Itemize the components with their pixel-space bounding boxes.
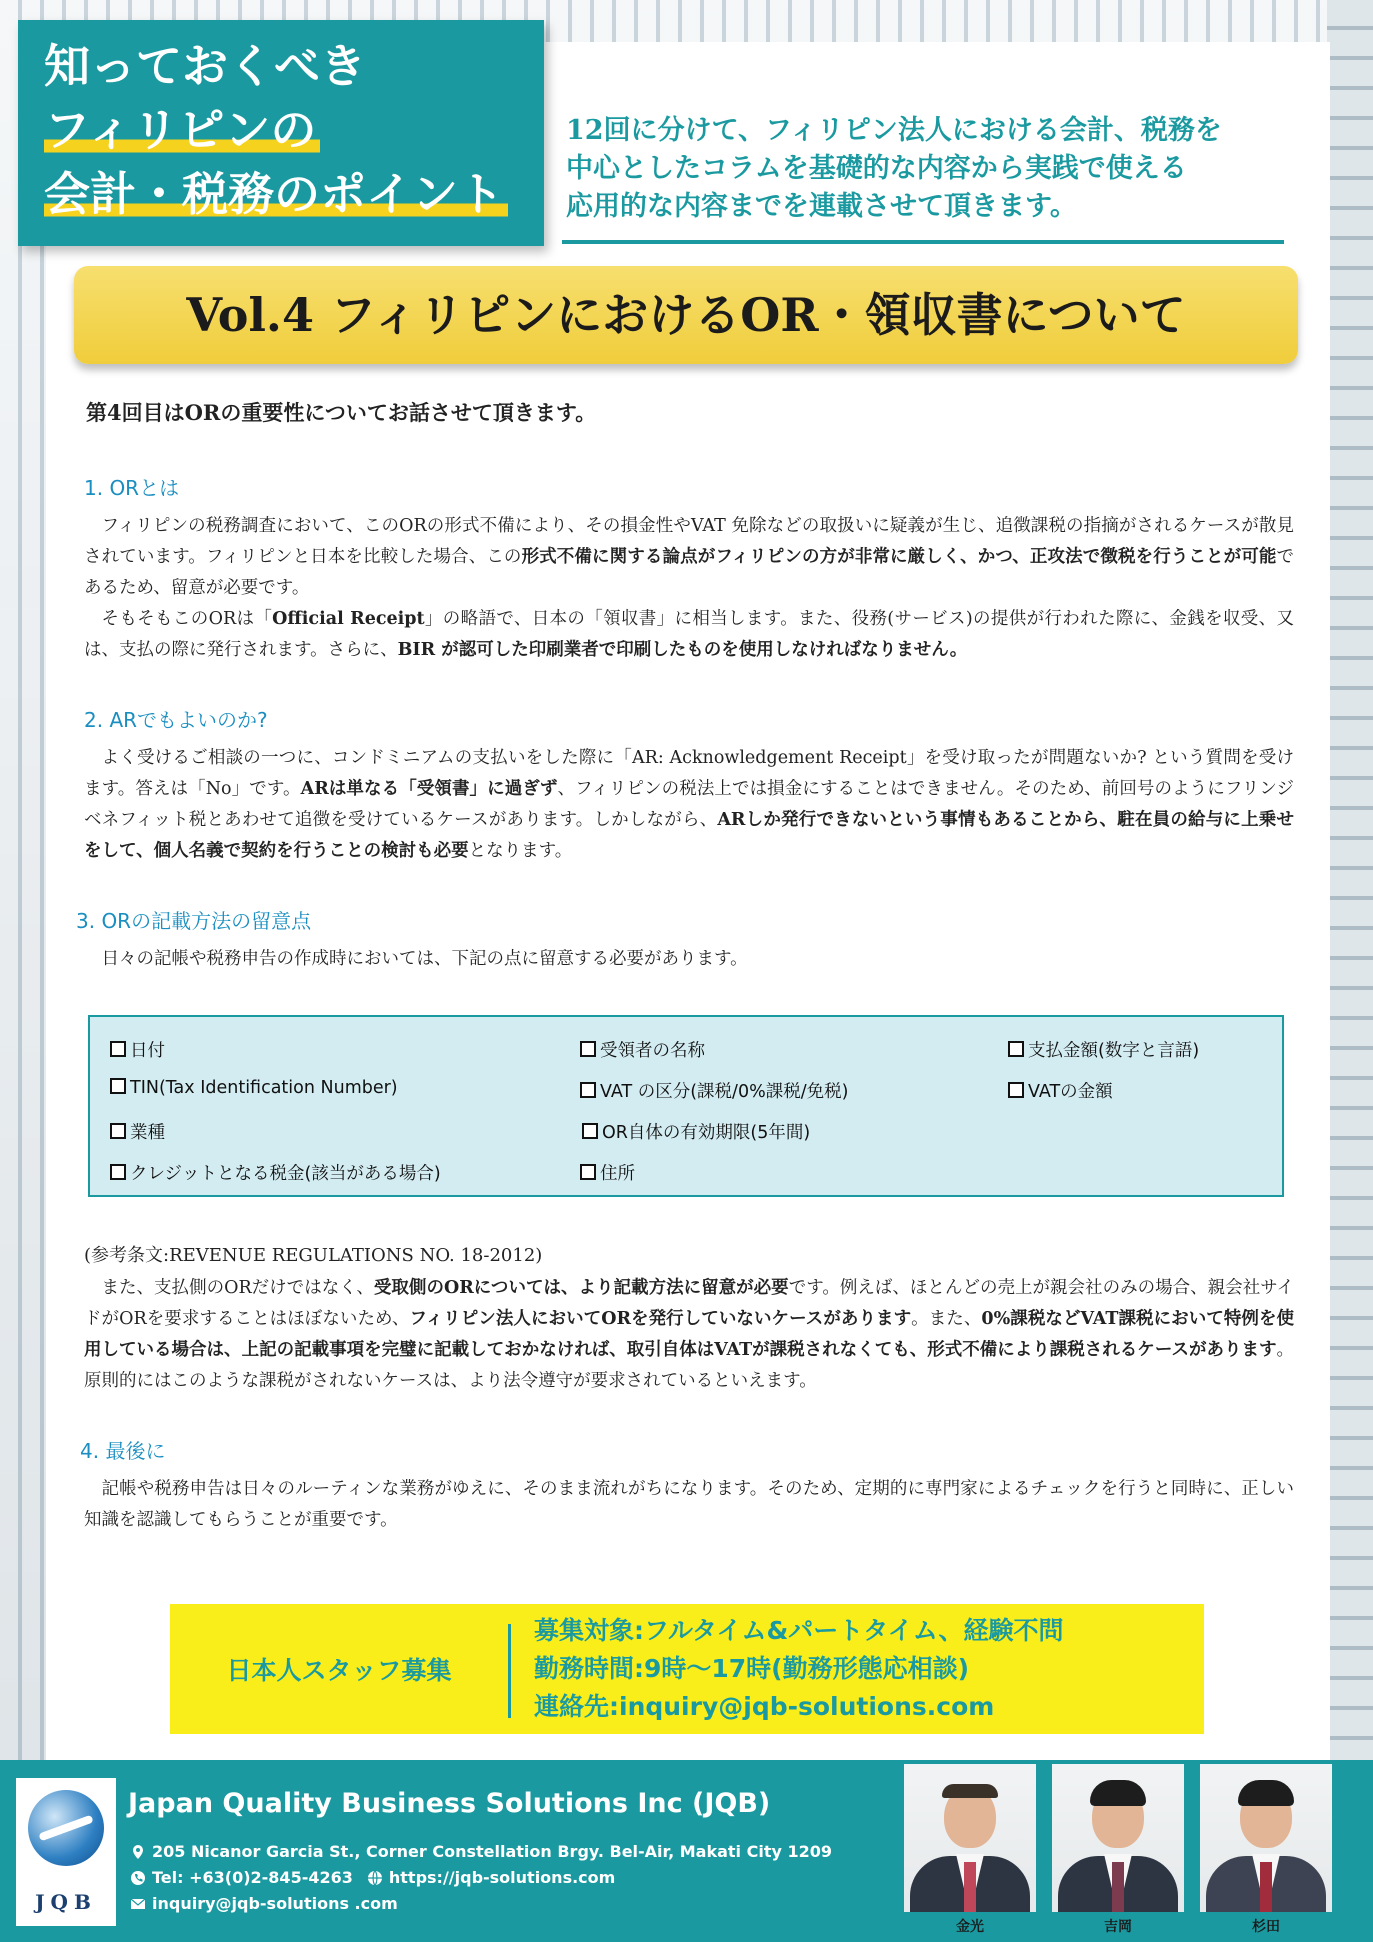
article-lead: 第4回目はORの重要性についてお話させて頂きます。 [86,400,597,425]
checklist-item: OR自体の有効期限(5年間) [582,1119,810,1144]
recruit-divider [508,1624,511,1718]
or-checklist [88,1015,1284,1197]
location-pin-icon [130,1844,146,1860]
company-footer [0,1760,1373,1942]
section-3-intro: 日々の記帳や税務申告の作成時においては、下記の点に留意する必要があります。 [101,949,748,969]
staff-name: 杉田 [1252,1919,1280,1935]
section-3-heading: 3. ORの記載方法の留意点 [76,909,312,933]
intro-line: 12回に分けて、フィリピン法人における会計、税務を [566,115,1222,146]
series-title-block [18,20,544,246]
section-2-heading: 2. ARでもよいのか? [84,708,268,732]
checklist-item: 業種 [110,1119,165,1144]
staff-photo-kanemitsu [904,1764,1036,1912]
checklist-item: VAT の区分(課税/0%課税/免税) [580,1078,848,1103]
recruit-label: 日本人スタッフ募集 [226,1656,452,1685]
staff-photo-yoshioka [1052,1764,1184,1912]
tel-text: Tel: +63(0)2-845-4263 [152,1868,353,1887]
checklist-item: VATの金額 [1008,1078,1113,1103]
checklist-item: 受領者の名称 [580,1037,705,1062]
staff-name: 吉岡 [1104,1919,1132,1935]
section-1-paragraph-2: そもそもこのORは「Official Receipt」の略語で、日本の「領収書」に相当します。また、役務(サービス)の提供が行われた際に、金銭を収受、又は、支払の際に発行されます。さらに、BIR が認可した印刷業者で印刷したものを使用しなければなりません。 [84,609,1294,660]
section-4-heading: 4. 最後に [80,1439,166,1463]
section-3-paragraph: また、支払側のORだけではなく、受取側のORについては、より記載方法に留意が必要です。例えば、ほとんどの売上が親会社のみの場合、親会社サイドがORを要求することはほぼないため、フィリピン法人においてORを発行していないケースがあります。また、0%課税などVAT課税において特例を使用している場合は、上記の記載事項を完璧に記載しておかなければ、取引自体はVATが課税されなくても、形式不備により課税されるケースがあります。原則的にはこのような課税がされないケースは、より法令遵守が要求されているといえます。 [84,1278,1295,1391]
background-building-edge [1327,0,1373,1760]
checklist-item: TIN(Tax Identification Number) [110,1078,398,1098]
mail-icon [130,1896,146,1912]
section-1-paragraph-1: フィリピンの税務調査において、このORの形式不備により、その損金性やVAT 免除などの取扱いに疑義が生じ、追徴課税の指摘がされるケースが散見されています。フィリピンと日本を比較した場合、この形式不備に関する論点がフィリピンの方が非常に厳しく、かつ、正攻法で徴税を行うことが可能であるため、留意が必要です。 [84,516,1295,598]
globe-web-icon [367,1870,383,1886]
globe-icon [28,1790,104,1866]
staff-name: 金光 [956,1919,984,1935]
website-link[interactable]: https://jqb-solutions.com [388,1868,616,1887]
recruit-banner [170,1604,1204,1734]
section-1-heading: 1. ORとは [84,476,180,500]
section-4-paragraph: 記帳や税務申告は日々のルーティンな業務がゆえに、そのまま流れがちになります。そのため、定期的に専門家によるチェックを行うと同時に、正しい知識を認識してもらうことが重要です。 [84,1479,1294,1530]
company-name: Japan Quality Business Solutions Inc (JQB) [128,1788,771,1819]
intro-line: 応用的な内容までを連載させて頂きます。 [566,191,1077,222]
checklist-item: 住所 [580,1160,635,1185]
reference-note: (参考条文:REVENUE REGULATIONS NO. 18-2012) [84,1245,543,1266]
recruit-target: 募集対象:フルタイム&パートタイム、経験不問 [534,1616,1064,1645]
staff-photo-sugita [1200,1764,1332,1912]
series-title-line-2: フィリピンの [44,98,544,162]
jqb-logo [16,1778,116,1926]
intro-divider [562,240,1284,244]
volume-title-banner: Vol.4 フィリピンにおけるOR・領収書について [74,266,1298,364]
section-2-paragraph: よく受けるご相談の一つに、コンドミニアムの支払いをした際に「AR: Acknowledgement Receipt」を受け取ったが問題ないか? という質問を受けます。答えは「No」です。ARは単なる「受領書」に過ぎず、フィリピンの税法上では損金にすることはできません。そのため、前回号のようにフリンジベネフィット税とあわせて追徴を受けているケースがあります。しかしながら、ARしか発行できないという事情もあることから、駐在員の給与に上乗せをして、個人名義で契約を行うことの検討も必要となります。 [84,748,1294,861]
recruit-hours: 勤務時間:9時〜17時(勤務形態応相談) [534,1654,970,1683]
intro-line: 中心としたコラムを基礎的な内容から実践で使える [566,153,1187,184]
email-link[interactable]: inquiry@jqb-solutions .com [152,1894,398,1913]
series-title-line-3: 会計・税務のポイント [44,162,544,226]
phone-icon [130,1870,146,1886]
logo-text: JQB [35,1890,97,1914]
recruit-contact[interactable]: 連絡先:inquiry@jqb-solutions.com [534,1692,995,1721]
recruit-details [534,1612,1064,1726]
checklist-item: クレジットとなる税金(該当がある場合) [110,1160,441,1185]
email-line [130,1894,398,1913]
article-body [76,398,1295,1536]
checklist-item: 日付 [110,1037,165,1062]
checklist-item: 支払金額(数字と言語) [1008,1037,1199,1062]
series-intro [566,112,1286,226]
tel-web-line [130,1868,615,1887]
address-text: 205 Nicanor Garcia St., Corner Constellation Brgy. Bel-Air, Makati City 1209 [152,1842,832,1861]
series-title-line-1: 知っておくべき [44,39,366,93]
address-line [130,1842,832,1861]
